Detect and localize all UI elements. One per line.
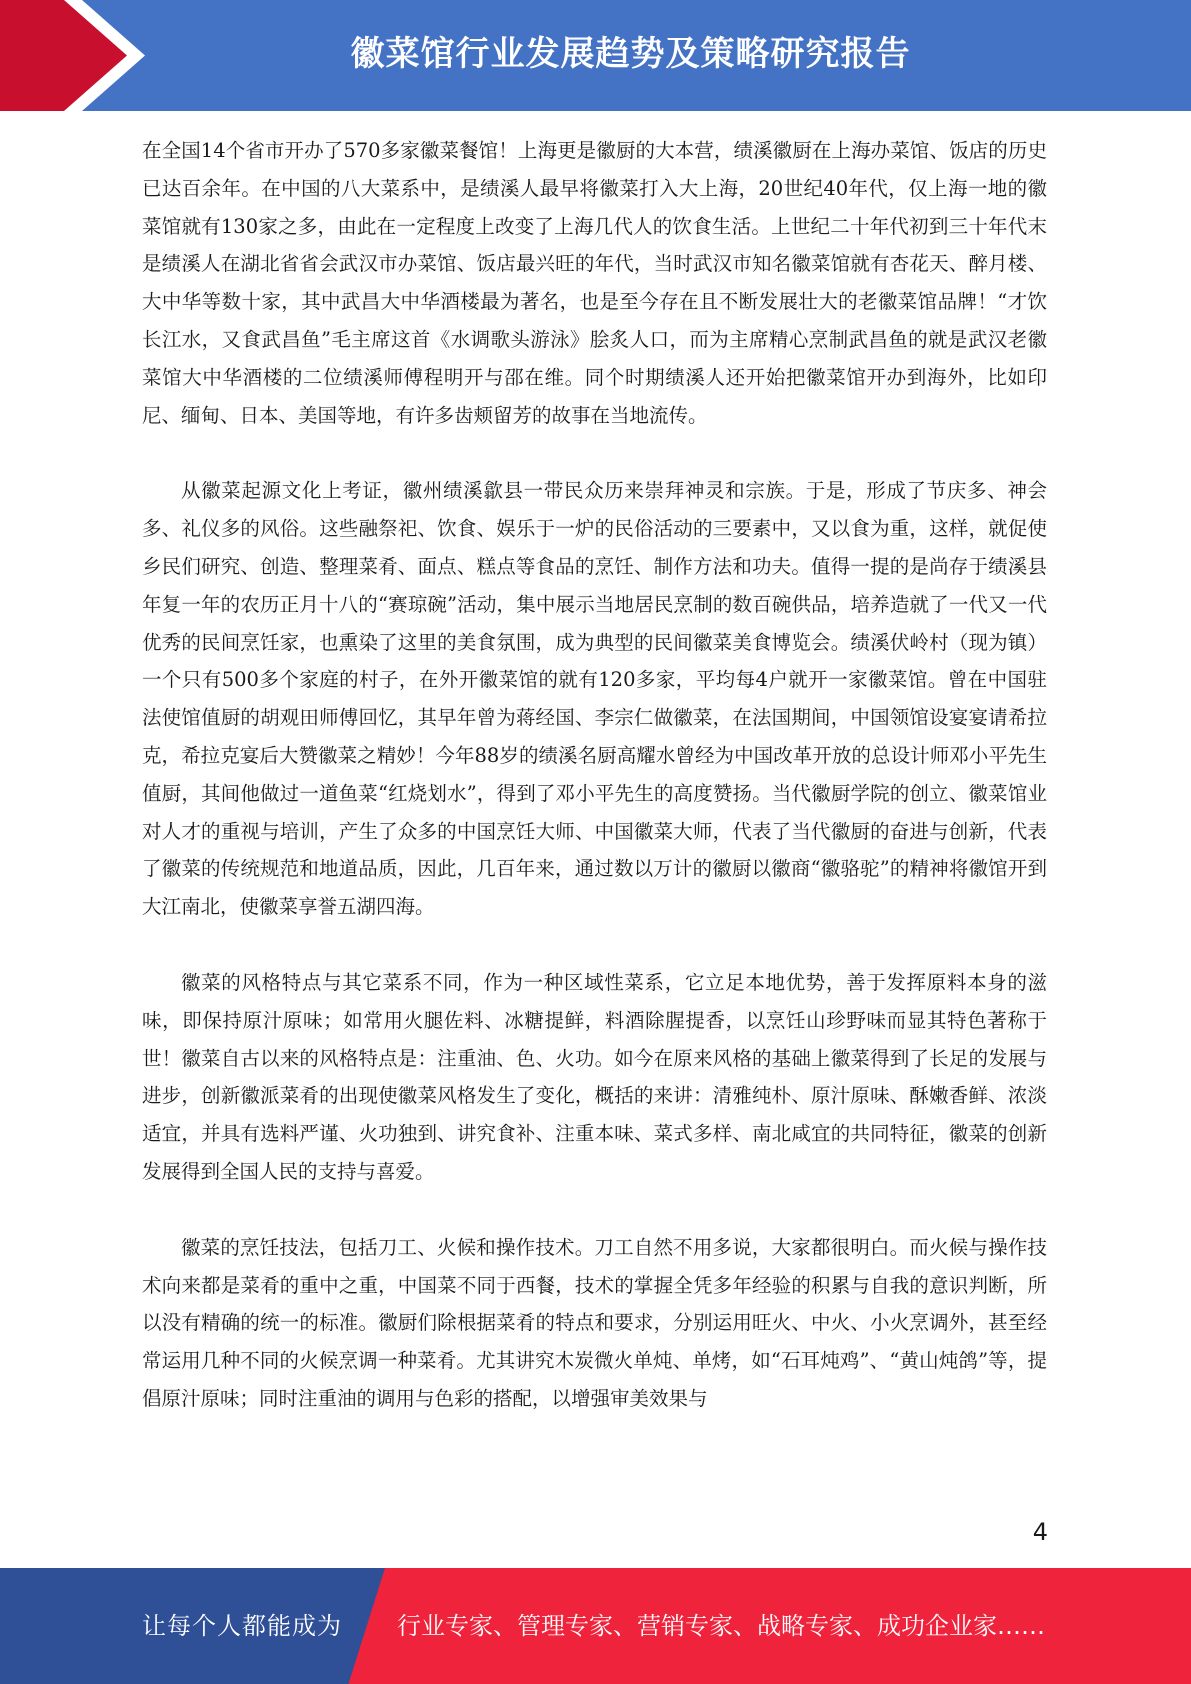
page-header (0, 0, 1191, 111)
article-body (142, 132, 1047, 1418)
footer-slogan-left: 让每个人都能成为 (142, 1612, 342, 1640)
paragraph-3: 徽菜的风格特点与其它菜系不同，作为一种区域性菜系，它立足本地优势，善于发挥原料本身的滋味，即保持原汁原味；如常用火腿佐料、冰糖提鲜，料酒除腥提香，以烹饪山珍野味而显其特色著称于世！徽菜自古以来的风格特点是：注重油、色、火功。如今在原来风格的基础上徽菜得到了长足的发展与进步，创新徽派菜肴的出现使徽菜风格发生了变化，概括的来讲：清雅纯朴、原汁原味、酥嫩香鲜、浓淡适宜，并具有选料严谨、火功独到、讲究食补、注重本味、菜式多样、南北咸宜的共同特征，徽菜的创新发展得到全国人民的支持与喜爱。 (142, 970, 1047, 1183)
page-footer (0, 1568, 1191, 1684)
paragraph-2: 从徽菜起源文化上考证，徽州绩溪歙县一带民众历来崇拜神灵和宗族。于是，形成了节庆多、神会多、礼仪多的风俗。这些融祭祀、饮食、娱乐于一炉的民俗活动的三要素中，又以食为重，这样，就促使乡民们研究、创造、整理菜肴、面点、糕点等食品的烹饪、制作方法和功夫。值得一提的是尚存于绩溪县年复一年的农历正月十八的“赛琼碗”活动，集中展示当地居民烹制的数百碗供品，培养造就了一代又一代优秀的民间烹饪家，也熏染了这里的美食氛围，成为典型的民间徽菜美食博览会。绩溪伏岭村（现为镇）一个只有500多个家庭的村子，在外开徽菜馆的就有120多家，平均每4户就开一家徽菜馆。曾在中国驻法使馆值厨的胡观田师傅回忆，其早年曾为蒋经国、李宗仁做徽菜，在法国期间，中国领馆设宴宴请希拉克，希拉克宴后大赞徽菜之精妙！今年88岁的绩溪名厨高耀水曾经为中国改革开放的总设计师邓小平先生值厨，其间他做过一道鱼菜“红烧划水”，得到了邓小平先生的高度赞扬。当代徽厨学院的创立、徽菜馆业对人才的重视与培训，产生了众多的中国烹饪大师、中国徽菜大师，代表了当代徽厨的奋进与创新，代表了徽菜的传统规范和地道品质，因此，几百年来，通过数以万计的徽厨以徽商“徽骆驼”的精神将徽馆开到大江南北，使徽菜享誉五湖四海。 (142, 479, 1047, 919)
report-title: 徽菜馆行业发展趋势及策略研究报告 (350, 34, 911, 74)
paragraph-1: 在全国14个省市开办了570多家徽菜餐馆！上海更是徽厨的大本营，绩溪徽厨在上海办菜馆、饭店的历史已达百余年。在中国的八大菜系中，是绩溪人最早将徽菜打入大上海，20世纪40年代，仅上海一地的徽菜馆就有130家之多，由此在一定程度上改变了上海几代人的饮食生活。上世纪二十年代初到三十年代末是绩溪人在湖北省省会武汉市办菜馆、饭店最兴旺的年代，当时武汉市知名徽菜馆就有杏花天、醉月楼、大中华等数十家，其中武昌大中华酒楼最为著名，也是至今存在且不断发展壮大的老徽菜馆品牌！“才饮长江水，又食武昌鱼”毛主席这首《水调歌头游泳》脍炙人口，而为主席精心烹制武昌鱼的就是武汉老徽菜馆大中华酒楼的二位绩溪师傅程明开与邵在维。同个时期绩溪人还开始把徽菜馆开办到海外，比如印尼、缅甸、日本、美国等地，有许多齿颊留芳的故事在当地流传。 (142, 139, 1047, 427)
footer-slogan-right: 行业专家、管理专家、营销专家、战略专家、成功企业家…… (397, 1612, 1045, 1640)
paragraph-4: 徽菜的烹饪技法，包括刀工、火候和操作技术。刀工自然不用多说，大家都很明白。而火候与操作技术向来都是菜肴的重中之重，中国菜不同于西餐，技术的掌握全凭多年经验的积累与自我的意识判断，所以没有精确的统一的标准。徽厨们除根据菜肴的特点和要求，分别运用旺火、中火、小火烹调外，甚至经常运用几种不同的火候烹调一种菜肴。尤其讲究木炭微火单炖、单烤，如“石耳炖鸡”、“黄山炖鸽”等，提倡原汁原味；同时注重油的调用与色彩的搭配，以增强审美效果与 (142, 1235, 1047, 1410)
page-number: 4 (1032, 1518, 1048, 1546)
